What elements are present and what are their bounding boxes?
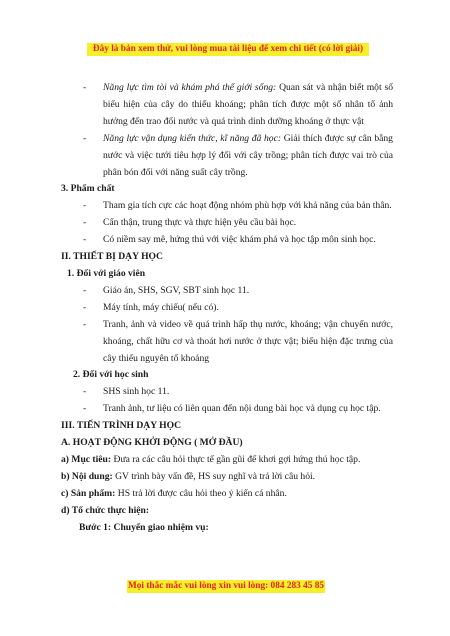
list-item-text: Tranh, ảnh và video về quá trình hấp thụ nước, khoáng; vận chuyển nước, khoáng, chất hữu cơ và thoát hơi nước ở thực vật; biểu hiện đặc trưng của cây thiếu nguyên tố khoáng	[103, 318, 393, 364]
subsection-heading: 2. Đối với học sinh	[73, 369, 149, 381]
list-item: - Tranh, ảnh và video về quá trình hấp thụ nước, khoáng; vận chuyển nước, khoáng, chất hữu cơ và thoát hơi nước ở thực vật; biểu hiện đặc trưng của cây thiếu nguyên tố khoáng	[83, 318, 393, 364]
goal-line	[61, 452, 393, 469]
list-item: - Tham gia tích cực các hoạt động nhóm phù hợp với khả năng của bản thân.	[83, 200, 392, 212]
product-text: HS trả lời được câu hỏi theo ý kiến cá nhân.	[115, 487, 287, 499]
section-heading: II. THIẾT BỊ DẠY HỌC	[61, 251, 163, 263]
activity-heading: A. HOẠT ĐỘNG KHỞI ĐỘNG ( MỞ ĐẦU)	[61, 437, 243, 449]
competency-title: Năng lực vận dụng kiến thức, kĩ năng đã học:	[103, 132, 282, 144]
list-item	[83, 80, 393, 131]
list-item: - SHS sinh học 11.	[83, 386, 170, 398]
list-item: - Máy tính, máy chiếu( nếu có).	[83, 301, 219, 313]
content-line	[61, 469, 393, 486]
list-item-text: SHS sinh học 11.	[103, 386, 170, 398]
bullet-dash: -	[83, 82, 87, 93]
organization-heading: d) Tổ chức thực hiện:	[61, 504, 150, 516]
step-heading: Bước 1: Chuyển giao nhiệm vụ:	[79, 521, 209, 533]
list-item-text: Tham gia tích cực các hoạt động nhóm phù hợp với khả năng của bản thân.	[103, 200, 392, 212]
list-item: - Tranh ảnh, tư liệu có liên quan đến nội dung bài học và dụng cụ học tập.	[83, 403, 381, 415]
competency-title: Năng lực tìm tòi và khám phá thế giới sống:	[103, 82, 277, 93]
product-line	[61, 486, 393, 503]
document-body	[63, 80, 393, 536]
goal-label: a) Mục tiêu:	[61, 453, 112, 465]
section-heading: 3. Phẩm chất	[61, 183, 115, 195]
preview-banner: Đây là bản xem thử, vui lòng mua tài liệu để xem chi tiết (có lời giải)	[87, 43, 369, 56]
competency-text: Giải thích được sự cân bằng nước và việc tưới tiêu hợp lý đối với cây trồng; phân tích được vai trò của phân bón đối với năng suất cây trồng.	[103, 132, 393, 178]
content-text: GV trình bày vấn đề, HS suy nghĩ và trả lời câu hỏi.	[112, 470, 316, 482]
list-item: - Có niềm say mê, hứng thú với việc khám phá và học tập môn sinh học.	[83, 234, 376, 246]
subsection-heading: 1. Đối với giáo viên	[67, 267, 146, 279]
list-item-text: Giáo án, SHS, SGV, SBT sinh học 11.	[103, 284, 250, 296]
list-item: - Cẩn thận, trung thực và thực hiện yêu cầu bài học.	[83, 217, 297, 229]
content-label: b) Nội dung:	[61, 470, 113, 482]
list-item	[83, 131, 393, 182]
section-heading: III. TIẾN TRÌNH DẠY HỌC	[61, 420, 182, 432]
list-item-text: Có niềm say mê, hứng thú với việc khám phá và học tập môn sinh học.	[103, 234, 376, 246]
list-item: - Giáo án, SHS, SGV, SBT sinh học 11.	[83, 284, 250, 296]
list-item-text: Cẩn thận, trung thực và thực hiện yêu cầu bài học.	[103, 217, 297, 229]
bullet-dash: -	[83, 132, 87, 144]
product-label: c) Sản phẩm:	[61, 487, 116, 499]
goal-text: Đưa ra các câu hỏi thực tế gần gũi để khơi gợi hứng thú học tập.	[111, 453, 361, 465]
contact-banner: Mọi thắc mắc vui lòng xin vui lòng: 084 283 45 85	[127, 581, 325, 591]
competency-text: Quan sát và nhận biết một số biểu hiện của cây do thiếu khoáng; phân tích được một số nhân tố ảnh hưởng đến trao đổi nước và quá trình dinh dưỡng khoáng ở thực vật	[103, 82, 393, 127]
list-item-text: Máy tính, máy chiếu( nếu có).	[103, 301, 219, 313]
list-item-text: Tranh ảnh, tư liệu có liên quan đến nội dung bài học và dụng cụ học tập.	[103, 403, 381, 415]
